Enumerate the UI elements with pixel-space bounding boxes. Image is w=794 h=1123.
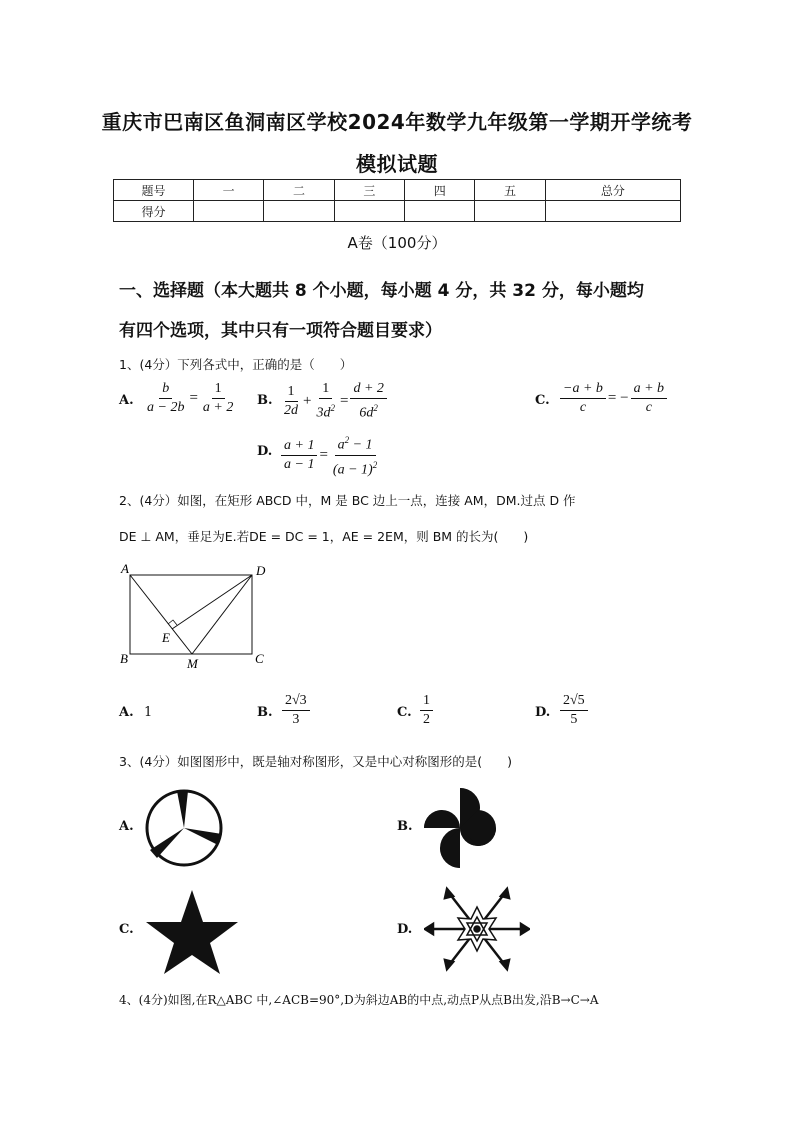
q2d-num: 2√5	[560, 692, 588, 711]
q2d-den: 5	[570, 712, 578, 727]
q3-option-b-label: B.	[397, 819, 413, 834]
q1-option-d-label: D.	[257, 444, 273, 459]
score-table-score-row	[114, 201, 681, 222]
q2-line1: 2、(4分）如图，在矩形 ABCD 中，M 是 BC 边上一点，连接 AM，DM.过点 D 作	[119, 493, 576, 508]
score-header-cell: 四	[405, 180, 475, 201]
q1c-den2: c	[645, 400, 652, 415]
q1b-den3-exp: 2	[373, 403, 378, 413]
q2-option-c-expr	[420, 692, 433, 729]
q1b-num2: 1	[319, 380, 332, 399]
q1c-num1: −a + b	[560, 380, 606, 399]
score-cell	[194, 201, 264, 222]
score-cell	[545, 201, 680, 222]
q4-stem: 4、(4分)如图,在R△ABC 中,∠ACB=90°,D为斜边AB的中点,动点P从点B出发,沿B→C→A	[119, 993, 599, 1007]
q1b-den2: 3d	[316, 405, 331, 421]
q2c-num: 1	[420, 692, 433, 711]
q3-figure-a-circle	[144, 788, 226, 870]
q2-option-d-label: D.	[535, 705, 551, 720]
q1-option-a-expr: $\frac{b}{a - 2b}$ = $\frac{1}{a + 2}$	[144, 380, 236, 417]
label-m: M	[187, 656, 198, 671]
segment-de	[172, 575, 252, 629]
segment-dm	[192, 575, 252, 654]
label-a: A	[121, 561, 129, 576]
right-angle-mark	[168, 620, 177, 625]
score-header-cell: 总分	[545, 180, 680, 201]
section1-heading-line1: 一、选择题（本大题共 8 个小题，每小题 4 分，共 32 分，每小题均	[119, 281, 644, 301]
q1b-den2-exp: 2	[330, 403, 335, 413]
score-cell	[334, 201, 404, 222]
q1d-den1: a − 1	[284, 456, 315, 472]
q1d-den2: (a − 1)	[332, 462, 373, 478]
q1-stem: 1、(4分）下列各式中，正确的是（ ）	[119, 357, 353, 372]
q1d-num2: a	[337, 437, 345, 453]
q2-line2: DE ⊥ AM，垂足为E.若DE = DC = 1，AE = 2EM，则 BM 的长为( )	[119, 529, 529, 544]
q2-option-b-expr	[282, 692, 310, 729]
q2b-num: 2√3	[282, 692, 310, 711]
score-header-cell: 三	[334, 180, 404, 201]
label-d: D	[256, 563, 266, 578]
q1c-den1: c	[579, 400, 587, 415]
q2b-den: 3	[292, 712, 300, 727]
score-header-cell: 一	[194, 180, 264, 201]
q2-option-a-value: 1	[144, 705, 153, 720]
q3-option-a-label: A.	[119, 819, 134, 834]
q1b-num1: 1	[285, 383, 298, 402]
q1d-num2-exp: 2	[344, 435, 350, 445]
section-a-heading: A卷（100分）	[347, 234, 447, 252]
page-title-line1: 重庆市巴南区鱼洞南区学校2024年数学九年级第一学期开学统考	[101, 110, 693, 134]
q1-option-c-label: C.	[535, 393, 550, 408]
q2-option-b-label: B.	[257, 705, 273, 720]
score-header-cell: 五	[475, 180, 545, 201]
score-header-cell: 题号	[114, 180, 194, 201]
q3-option-c-label: C.	[119, 922, 134, 937]
q1a-den2: a + 2	[202, 400, 234, 415]
q1-option-b-expr: $\frac{1}{2d}$ + $\frac{1}{3d^2}$ = $\frac{d + 2}{6d^2}$	[281, 380, 387, 423]
page-title-line2: 模拟试题	[356, 152, 438, 176]
q2-option-d-expr	[560, 692, 588, 729]
q1d-num1: a + 1	[281, 437, 317, 456]
q3-figure-b-pinwheel	[422, 786, 498, 870]
q1a-den1: a − 2b	[147, 400, 185, 415]
q1d-num2-tail: − 1	[349, 437, 373, 453]
q1-option-a-label: A.	[119, 393, 134, 408]
q1b-num3: d + 2	[350, 380, 386, 399]
q3-option-d-label: D.	[397, 922, 413, 937]
q1-option-c-expr: $\frac{-a + b}{c}$ = − $\frac{a + b}{c}$	[560, 380, 667, 417]
q2-option-a-label: A.	[119, 705, 134, 720]
q3-stem: 3、(4分）如图图形中，既是轴对称图形，又是中心对称图形的是( )	[119, 754, 513, 769]
q3-figure-d-snowflake	[424, 886, 530, 972]
q1-option-b-label: B.	[257, 393, 273, 408]
score-cell	[475, 201, 545, 222]
label-b: B	[120, 651, 128, 666]
score-header-cell: 二	[264, 180, 334, 201]
q2c-den: 2	[423, 712, 430, 727]
score-cell	[405, 201, 475, 222]
q1d-den2-exp: 2	[372, 459, 378, 470]
q1c-num2: a + b	[631, 380, 667, 399]
score-table-header-row	[114, 180, 681, 201]
section1-heading-line2: 有四个选项，其中只有一项符合题目要求）	[119, 321, 442, 341]
label-e: E	[162, 630, 170, 645]
q3-figure-c-star	[143, 888, 241, 974]
segment-am	[130, 575, 192, 654]
q1a-num2: 1	[212, 380, 225, 399]
q1b-den3: 6d	[359, 405, 374, 421]
score-cell	[264, 201, 334, 222]
q1b-den1: 2d	[284, 402, 298, 418]
score-row-label: 得分	[114, 201, 194, 222]
label-c: C	[255, 651, 264, 666]
q2-rectangle-figure	[112, 560, 282, 675]
q2-option-c-label: C.	[397, 705, 412, 720]
q1a-num1: b	[159, 380, 172, 399]
q1-option-d-expr: $\frac{a + 1}{a - 1}$ = $\frac{a^2 - 1}{(a - 1)^2}$	[281, 431, 380, 479]
score-table	[113, 179, 681, 222]
